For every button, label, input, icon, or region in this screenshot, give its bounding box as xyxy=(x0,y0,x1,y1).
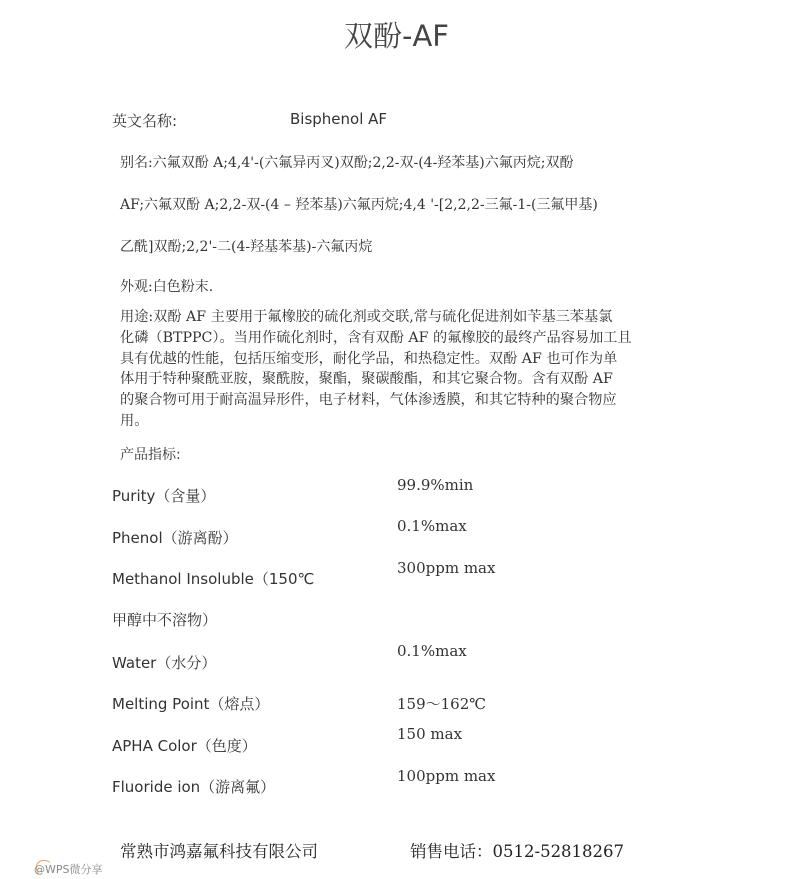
spec-name-apha-color: APHA Color（色度） xyxy=(112,737,257,755)
spec-value-fluoride-ion: 100ppm max xyxy=(397,767,496,785)
alias-line-2: AF;六氟双酚 A;2,2-双-(4 – 羟苯基)六氟丙烷;4,4 '-[2,2,2-三氟-1-(三氟甲基) xyxy=(120,197,598,213)
spec-heading: 产品指标: xyxy=(120,447,181,463)
page-title: 双酚-AF xyxy=(344,19,449,53)
spec-name-methanol-insoluble: Methanol Insoluble（150℃ xyxy=(112,570,315,588)
usage-line: 用。 xyxy=(120,412,149,429)
spec-name-fluoride-ion: Fluoride ion（游离氟） xyxy=(112,778,276,796)
spec-name-purity: Purity（含量） xyxy=(112,487,216,505)
spec-name-water: Water（水分） xyxy=(112,654,217,672)
usage-line: 化磷（BTPPC）。当用作硫化剂时，含有双酚 AF 的氟橡胶的最终产品容易加工且 xyxy=(120,329,632,346)
spec-value-melting-point: 159～162℃ xyxy=(397,695,487,713)
spec-value-methanol-insoluble: 300ppm max xyxy=(397,559,496,577)
spec-value-purity: 99.9%min xyxy=(397,476,474,494)
usage-line: 体用于特种聚酰亚胺，聚酰胺，聚酯，聚碳酸酯，和其它聚合物。含有双酚 AF xyxy=(120,371,613,388)
footer-company: 常熟市鸿嘉氟科技有限公司 xyxy=(120,842,318,861)
spec-value-apha-color: 150 max xyxy=(397,725,463,743)
alias-line-1: 别名:六氟双酚 A;4,4'-(六氟异丙叉)双酚;2,2-双-(4-羟苯基)六氟丙烷;双酚 xyxy=(120,155,574,171)
english-name-label: 英文名称: xyxy=(112,112,178,130)
spec-value-water: 0.1%max xyxy=(397,642,467,660)
appearance-text: 外观:白色粉末. xyxy=(120,279,214,295)
usage-line: 的聚合物可用于耐高温异形件，电子材料，气体渗透膜，和其它特种的聚合物应 xyxy=(120,392,617,409)
spec-value-phenol: 0.1%max xyxy=(397,517,467,535)
footer-phone: 销售电话：0512-52818267 xyxy=(410,842,625,861)
usage-line: 具有优越的性能，包括压缩变形，耐化学品，和热稳定性。双酚 AF 也可作为单 xyxy=(120,350,618,367)
usage-line: 用途:双酚 AF 主要用于氟橡胶的硫化剂或交联,常与硫化促进剂如苄基三苯基氯 xyxy=(120,309,613,325)
english-name-value: Bisphenol AF xyxy=(290,110,388,128)
spec-name-methanol-insoluble-cont: 甲醇中不溶物） xyxy=(112,611,218,629)
wps-watermark: @WPS微分享 xyxy=(34,863,103,876)
spec-name-phenol: Phenol（游离酚） xyxy=(112,529,238,547)
alias-line-3: 乙酰]双酚;2,2'-二(4-羟基苯基)-六氟丙烷 xyxy=(120,239,373,255)
usage-paragraph xyxy=(120,307,680,432)
spec-name-melting-point: Melting Point（熔点） xyxy=(112,695,270,713)
